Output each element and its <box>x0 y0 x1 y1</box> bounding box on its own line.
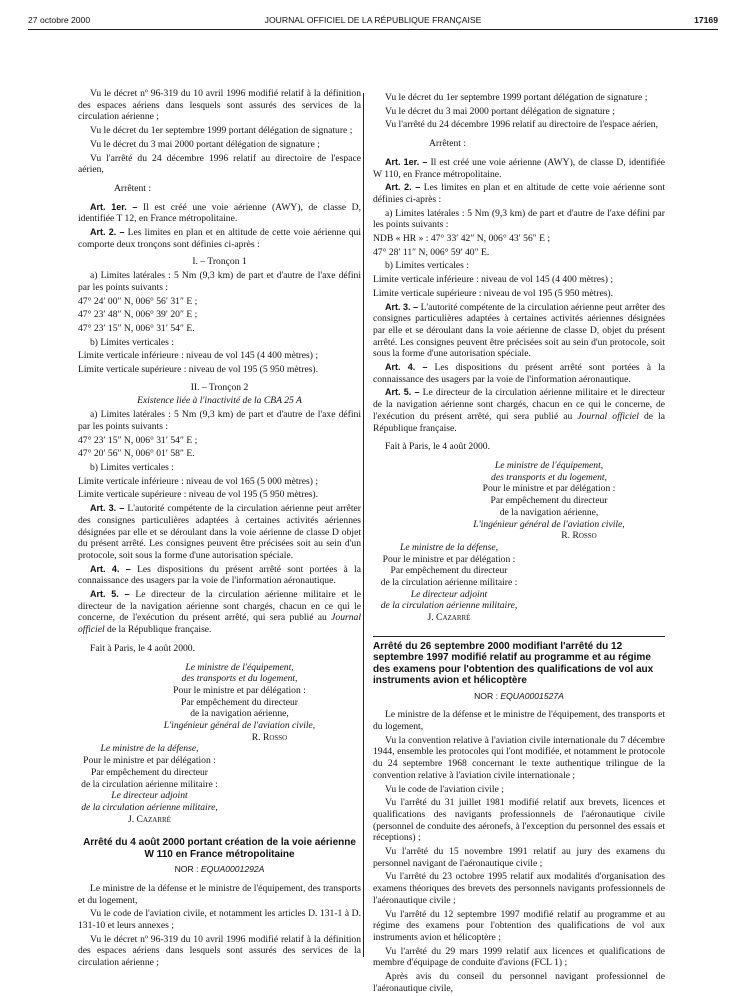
article-label: Art. 2. – <box>385 182 421 193</box>
article-text: Il est créé une voie aérienne (AWY), de classe D, identifiée W 110, en France métropolitaine. <box>373 156 665 180</box>
header-date: 27 octobre 2000 <box>28 15 91 25</box>
paragraph: Vu le décret nº 96-319 du 10 avril 1996 modifié relatif à la définition des espaces aériens dans lesquels sont assurés des services de la circulation aérienne ; <box>78 88 361 123</box>
article-2 <box>78 227 361 250</box>
paragraph: Vu la convention relative à l'aviation civile internationale du 7 décembre 1944, ensemble les protocoles qui l'ont modifiée, et notamment le protocole du 24 septembre 1968 concernant le texte authentique trilingue de la convention relative à l'aviation civile internationale ; <box>373 734 665 781</box>
signature-defense: Le ministre de la défense, Pour le ministre et par délégation : Par empêchement du directeur de la circulation aérienne militaire : Le directeur adjoint de la circulation aérienne militaire, J. Cazarré <box>373 542 665 624</box>
section-title: II. – Tronçon 2 <box>190 381 249 393</box>
signatory-name: R. Rosso <box>561 530 597 542</box>
article-label: Art. 3. – <box>90 503 125 514</box>
upper-limit: Limite verticale supérieure : niveau de vol 195 (5 950 mètres). <box>373 287 614 299</box>
upper-limit: Limite verticale supérieure : niveau de vol 195 (5 950 mètres). <box>78 364 319 376</box>
vertical-limits: b) Limites verticales : <box>385 260 469 272</box>
lower-limit: Limite verticale inférieure : niveau de vol 165 (5 000 mètres) ; <box>78 475 319 487</box>
coordinate: 47° 20′ 56″ N, 006° 01′ 58″ E. <box>78 448 195 460</box>
signature-equipement: Le ministre de l'équipement, des transports et du logement, Pour le ministre et par délégation : Par empêchement du directeur de la navigation aérienne, L'ingénieur général de l'aviation civile, R. Rosso <box>78 662 361 744</box>
nor-reference: NOR : EQUA0001527A <box>474 690 564 701</box>
article-text: L'autorité compétente de la circulation aérienne peut arrêter des consignes particulières adaptées à certaines activités aériennes désignées par elle et se déroulant dans la voie aérienne de classe D objet du présent arrêté. Les consignes peuvent être précisées soit au sein d'un protocole, soit sous la forme d'une autorisation spéciale. <box>78 503 361 561</box>
header-rule <box>28 29 718 30</box>
article-text: L'autorité compétente de la circulation aérienne peut arrêter des consignes particulières adaptées à certaines activités aériennes désignées par elle et se déroulant dans la voie aérienne de classe D, objet du présent arrêté. Les consignes peuvent être précisées soit au sein d'un protocole, soit sous la forme d'une autorisation spéciale. <box>373 301 666 360</box>
paragraph: Vu le décret du 1er septembre 1999 portant délégation de signature ; <box>90 125 353 137</box>
article-5: Art. 5. – Le directeur de la circulation aérienne militaire et le directeur de la navigation aérienne sont chargés, chacun en ce qui le concerne, de l'exécution du présent arrêté, qui sera publié au Journal officiel de la République française. <box>373 387 666 434</box>
lateral-limits: a) Limites latérales : 5 Nm (9,3 km) de part et d'autre de l'axe défini par les points suivants : <box>78 270 361 293</box>
article-label: Art. 2. – <box>90 227 125 238</box>
arretent: Arrêtent : <box>429 138 467 150</box>
paragraph: Vu le décret nº 96-319 du 10 avril 1996 modifié relatif à la définition des espaces aériens dans lesquels sont assurés des services de la circulation aérienne ; <box>78 933 361 969</box>
page-number: 17169 <box>694 15 718 25</box>
paragraph: Vu l'arrêté du 15 novembre 1991 relatif au jury des examens du personnel navigant de l'aéronautique civile ; <box>373 846 665 869</box>
article-label: Art. 1er. – <box>385 156 428 167</box>
article-5: Art. 5. – Le directeur de la circulation aérienne militaire et le directeur de la navigation aérienne sont chargés, chacun en ce qui le concerne, de l'exécution du présent arrêté, qui sera publié au Journal officiel de la République française. <box>78 589 361 636</box>
article-label: Art. 3. – <box>385 301 419 312</box>
left-column <box>78 88 361 971</box>
article-label: Art. 4. – <box>90 563 131 574</box>
section-separator <box>373 636 665 637</box>
coordinate: 47° 23′ 15″ N, 006° 31′ 54″ E. <box>78 322 195 334</box>
signature-defense: Le ministre de la défense, Pour le ministre et par délégation : Par empêchement du directeur de la circulation aérienne militaire : Le directeur adjoint de la circulation aérienne militaire, J. Cazarré <box>78 743 361 825</box>
coordinate: 47° 24′ 00″ N, 006° 56′ 31″ E ; <box>78 295 198 307</box>
section-title: I. – Tronçon 1 <box>192 256 247 268</box>
paragraph: Vu l'arrêté du 31 juillet 1981 modifié relatif aux brevets, licences et qualifications des navigants professionnels de l'aéronautique civile (personnel de conduite des aéronefs, à l'exception du personnel des essais et réceptions) ; <box>373 797 665 844</box>
paragraph: Vu l'arrêté du 24 décembre 1996 relatif au directoire de l'espace aérien, <box>78 152 361 176</box>
coordinate: 47° 28′ 11″ N, 006° 59′ 40″ E. <box>373 246 490 258</box>
paragraph: Vu le code de l'aviation civile ; <box>385 783 504 795</box>
article-label: Art. 4. – <box>385 362 428 373</box>
signatory-name: J. Cazarré <box>128 813 171 825</box>
vertical-limits: b) Limites verticales : <box>90 461 174 473</box>
fait-a-paris: Fait à Paris, le 4 août 2000. <box>90 642 195 654</box>
signatory-name: J. Cazarré <box>427 612 471 624</box>
paragraph: Vu l'arrêté du 29 mars 1999 relatif aux licences et qualifications de membre d'équipage de conduite d'avions (FCL 1) ; <box>373 945 665 969</box>
header-title: JOURNAL OFFICIEL DE LA RÉPUBLIQUE FRANÇAISE <box>264 15 482 25</box>
signature-equipement: Le ministre de l'équipement, des transports et du logement, Pour le ministre et par délégation : Par empêchement du directeur de la navigation aérienne, L'ingénieur général de l'aviation civile, R. Rosso <box>373 460 665 542</box>
arretent: Arrêtent : <box>114 182 152 194</box>
signatory-name: R. Rosso <box>251 731 288 743</box>
article-text: Les dispositions du présent arrêté sont portées à la connaissance des usagers par la voie de l'information aéronautique. <box>78 563 361 587</box>
article-label: Art. 5. – <box>90 589 130 600</box>
journal-officiel: Journal officiel <box>78 612 361 636</box>
lateral-limits: a) Limites latérales : 5 Nm (9,3 km) de part et d'autre de l'axe défini par les points suivants : <box>78 409 361 432</box>
article-text: Les limites en plan et en altitude de cette voie aérienne qui comporte deux tronçons sont définies ci-après : <box>78 227 361 250</box>
article-text: Les limites en plan et en altitude de cette voie aérienne sont définies ci-après : <box>373 182 665 205</box>
article-1 <box>78 202 361 225</box>
article-3 <box>373 302 665 361</box>
page-header <box>28 15 718 29</box>
fait-a-paris: Fait à Paris, le 4 août 2000. <box>385 441 490 453</box>
paragraph: Vu le décret du 3 mai 2000 portant délégation de signature ; <box>90 138 320 150</box>
coordinate: NDB « HR » : 47° 33′ 42″ N, 006° 43′ 56″ E ; <box>373 233 551 245</box>
lateral-limits: a) Limites latérales : 5 Nm (9,3 km) de part et d'autre de l'axe défini par les points suivants : <box>373 207 665 231</box>
journal-officiel: Journal officiel <box>577 410 639 422</box>
right-column <box>373 92 665 996</box>
upper-limit: Limite verticale supérieure : niveau de vol 195 (5 950 mètres). <box>78 489 319 501</box>
article-label: Art. 1er. – <box>90 201 138 212</box>
paragraph: Vu le code de l'aviation civile, et notamment les articles D. 131-1 à D. 131-10 et leurs annexes ; <box>78 908 361 931</box>
paragraph: Le ministre de la défense et le ministre de l'équipement, des transports et du logement, <box>78 882 361 906</box>
section-subtitle: Existence liée à l'inactivité de la CBA 25 A <box>137 395 302 407</box>
article-2 <box>373 182 665 205</box>
coordinate: 47° 23′ 15″ N, 006° 31′ 54″ E ; <box>78 434 198 446</box>
article-4 <box>78 564 361 587</box>
article-1 <box>373 157 665 180</box>
coordinate: 47° 23′ 48″ N, 006° 39′ 20″ E ; <box>78 309 198 321</box>
article-text: Les dispositions du présent arrêté sont portées à la connaissance des usagers par la voie de l'information aéronautique. <box>373 362 666 385</box>
article-4 <box>373 362 665 385</box>
article-text: Il est créé une voie aérienne (AWY), de classe D, identifiée T 12, en France métropolitaine. <box>78 201 361 225</box>
paragraph: Le ministre de la défense et le ministre de l'équipement, des transports et du logement, <box>373 709 665 733</box>
paragraph: Vu le décret du 3 mai 2000 portant délégation de signature ; <box>385 105 615 117</box>
article-label: Art. 5. – <box>385 387 420 398</box>
decree-title: Arrêté du 4 août 2000 portant création de la voie aérienne W 110 en France métropolitaine <box>83 837 356 860</box>
lower-limit: Limite verticale inférieure : niveau de vol 145 (4 400 mètres) ; <box>78 350 319 362</box>
article-3 <box>78 503 361 562</box>
paragraph: Vu l'arrêté du 24 décembre 1996 relatif au directoire de l'espace aérien, <box>385 119 658 131</box>
decree-title: Arrêté du 26 septembre 2000 modifiant l'arrêté du 12 septembre 1997 modifié relatif au programme et au régime des examens pour l'obtention des qualifications de vol aux instruments avion et hélicoptère <box>373 640 654 687</box>
vertical-limits: b) Limites verticales : <box>90 336 174 348</box>
paragraph: Après avis du conseil du personnel navigant professionnel de l'aéronautique civile, <box>373 971 665 994</box>
paragraph: Vu l'arrêté du 23 octobre 1995 relatif aux modalités d'organisation des examens théoriques des brevets des personnels navigants professionnels de l'aéronautique civile ; <box>373 871 665 906</box>
lower-limit: Limite verticale inférieure : niveau de vol 145 (4 400 mètres) ; <box>373 274 614 286</box>
nor-reference: NOR : EQUA0001292A <box>174 864 265 875</box>
paragraph: Vu le décret du 1er septembre 1999 portant délégation de signature ; <box>385 92 648 103</box>
column-divider <box>363 93 364 957</box>
paragraph: Vu l'arrêté du 12 septembre 1997 modifié relatif au programme et au régime des examens pour l'obtention des qualifications de vol aux instruments avion et hélicoptère ; <box>373 908 665 943</box>
